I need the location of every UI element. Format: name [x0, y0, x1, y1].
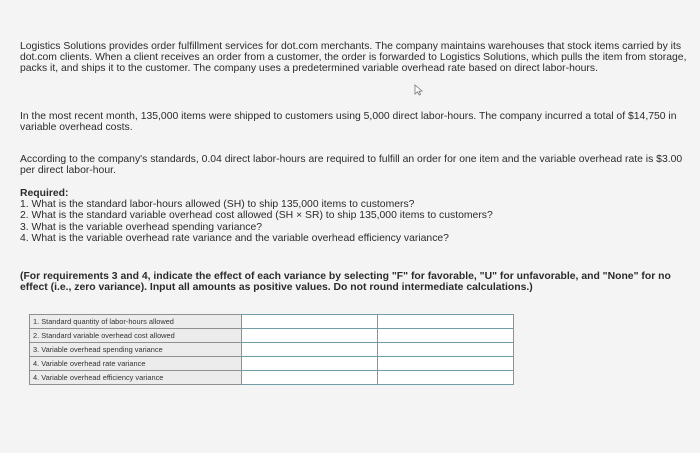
effect-select[interactable] — [378, 343, 514, 357]
table-row — [30, 329, 514, 343]
value-input[interactable] — [242, 315, 378, 329]
required-section — [20, 188, 688, 244]
row-label: 3. Variable overhead spending variance — [30, 343, 242, 357]
required-item: 4. What is the variable overhead rate variance and the variable overhead efficiency variance? — [20, 232, 449, 244]
table-row — [30, 315, 514, 329]
effect-select[interactable] — [378, 315, 514, 329]
required-item: 2. What is the standard variable overhead cost allowed (SH × SR) to ship 135,000 items to customers? — [20, 210, 493, 222]
row-label: 4. Variable overhead efficiency variance — [30, 371, 242, 385]
problem-paragraph-2: In the most recent month, 135,000 items were shipped to customers using 5,000 direct labor-hours. The company incurred a total of $14,750 in variable overhead costs. — [20, 111, 677, 134]
row-label: 4. Variable overhead rate variance — [30, 357, 242, 371]
mouse-pointer-icon — [414, 84, 423, 96]
required-title: Required: — [20, 188, 69, 199]
effect-select[interactable] — [378, 357, 514, 371]
problem-paragraph-3: According to the company's standards, 0.04 direct labor-hours are required to fulfill an order for one item and the variable overhead rate is $3.00 per direct labor-hour. — [20, 154, 683, 177]
required-item: 3. What is the variable overhead spending variance? — [20, 221, 263, 233]
value-input[interactable] — [242, 357, 378, 371]
table-row — [30, 371, 514, 385]
answer-table — [29, 314, 514, 385]
problem-paragraph-1: Logistics Solutions provides order fulfillment services for dot.com merchants. The company maintains warehouses that stock items carried by its dot.com clients. When a client receives an order from a customer, the order is forwarded to Logistics Solutions, which pulls the item from storage, packs it, and ships it to the customer. The company uses a predetermined variable overhead rate based on direct labor-hours. — [20, 41, 687, 75]
effect-select[interactable] — [378, 329, 514, 343]
row-label: 1. Standard quantity of labor-hours allowed — [30, 315, 242, 329]
value-input[interactable] — [242, 371, 378, 385]
table-row — [30, 357, 514, 371]
value-input[interactable] — [242, 343, 378, 357]
value-input[interactable] — [242, 329, 378, 343]
instructions: (For requirements 3 and 4, indicate the effect of each variance by selecting "F" for favorable, "U" for unfavorable, and "None" for no effect (i.e., zero variance). Input all amounts as positive values. Do not round intermediate calculations.) — [20, 271, 671, 294]
effect-select[interactable] — [378, 371, 514, 385]
required-item: 1. What is the standard labor-hours allowed (SH) to ship 135,000 items to customers? — [20, 199, 415, 211]
row-label: 2. Standard variable overhead cost allowed — [30, 329, 242, 343]
table-row — [30, 343, 514, 357]
